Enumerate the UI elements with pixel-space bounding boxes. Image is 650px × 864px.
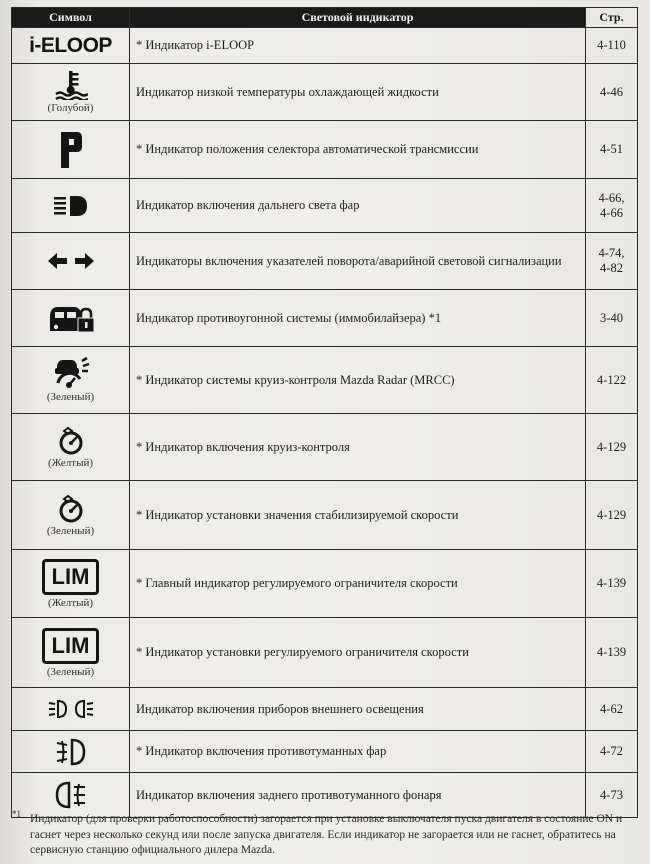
color-label: (Голубой) xyxy=(47,102,94,114)
page-ref: 4-66, 4-66 xyxy=(586,179,638,233)
indicator-description: * Индикатор установки значения стабилизируемой скорости xyxy=(130,481,586,550)
immobilizer-icon xyxy=(12,303,129,333)
indicator-description: * Индикатор i-ELOOP xyxy=(130,28,586,64)
table-row xyxy=(12,688,638,731)
indicator-table xyxy=(11,7,638,818)
cruise-set-icon xyxy=(12,493,129,523)
park-selector-icon xyxy=(12,130,129,170)
indicator-description: Индикатор противоугонной системы (иммобилайзера) *1 xyxy=(130,290,586,347)
color-label: (Желтый) xyxy=(47,596,94,609)
indicator-description: Индикатор низкой температуры охлаждающей жидкости xyxy=(130,64,586,121)
high-beam-icon xyxy=(12,195,129,217)
header-page: Стр. xyxy=(586,8,638,28)
table-row xyxy=(12,731,638,773)
indicator-description: * Индикатор установки регулируемого ограничителя скорости xyxy=(130,618,586,688)
page-ref: 4-46 xyxy=(586,64,638,121)
color-label: (Зеленый) xyxy=(46,391,95,403)
rear-fog-icon xyxy=(12,781,129,809)
table-row xyxy=(12,347,638,414)
lim-set-icon: LIM xyxy=(42,628,100,664)
indicator-description: Индикатор включения приборов внешнего освещения xyxy=(130,688,586,731)
table-row xyxy=(12,179,638,233)
table-row xyxy=(12,290,638,347)
color-label: (Желтый) xyxy=(47,457,94,469)
page-ref: 4-129 xyxy=(586,414,638,481)
exterior-lights-icon xyxy=(12,699,129,719)
header-indicator: Световой индикатор xyxy=(130,8,586,28)
turn-signal-icon xyxy=(12,252,129,270)
indicator-description: Индикатор включения заднего противотуманного фонаря xyxy=(130,773,586,818)
page-ref: 4-129 xyxy=(586,481,638,550)
color-label: (Зеленый) xyxy=(46,665,95,678)
header-symbol: Символ xyxy=(12,8,130,28)
table-row xyxy=(12,121,638,179)
indicator-description: * Индикатор включения круиз-контроля xyxy=(130,414,586,481)
front-fog-icon xyxy=(12,738,129,766)
page-ref: 4-139 xyxy=(586,618,638,688)
table-row xyxy=(12,773,638,818)
table-row xyxy=(12,233,638,290)
indicator-description: Индикатор включения дальнего света фар xyxy=(130,179,586,233)
table-row xyxy=(12,28,638,64)
footnote-text: Индикатор (для проверки работоспособности) загорается при установке выключателя пуска двигателя в состояние ON и гаснет через несколько секунд или после запуска двигателя. Если индикатор не загорается или не гаснет, обратитесь на сервисную станцию официального дилера Mazda. xyxy=(30,813,623,857)
page-ref: 4-139 xyxy=(586,550,638,618)
footnote-mark: *1 xyxy=(12,809,21,819)
indicator-description: * Главный индикатор регулируемого ограничителя скорости xyxy=(130,550,586,618)
page-ref: 4-122 xyxy=(586,347,638,414)
lim-main-icon: LIM xyxy=(42,559,100,595)
low-coolant-temperature-icon xyxy=(12,70,129,100)
indicator-description: * Индикатор системы круиз-контроля Mazda Radar (MRCC) xyxy=(130,347,586,414)
table-row xyxy=(12,64,638,121)
table-row xyxy=(12,414,638,481)
page-ref: 4-110 xyxy=(586,28,638,64)
footnote xyxy=(12,809,638,859)
table-row xyxy=(12,618,638,688)
page-ref: 4-62 xyxy=(586,688,638,731)
cruise-control-icon xyxy=(12,425,129,455)
page-ref: 4-73 xyxy=(586,773,638,818)
indicator-description: * Индикатор включения противотуманных фар xyxy=(130,731,586,773)
table-row xyxy=(12,481,638,550)
i-eloop-icon: i-ELOOP xyxy=(29,33,112,57)
color-label: (Зеленый) xyxy=(46,525,95,537)
page-ref: 3-40 xyxy=(586,290,638,347)
table-row xyxy=(12,550,638,618)
page-ref: 4-51 xyxy=(586,121,638,179)
radar-cruise-icon xyxy=(12,357,129,389)
indicator-description: * Индикатор положения селектора автоматической трансмиссии xyxy=(130,121,586,179)
page-ref: 4-74, 4-82 xyxy=(586,233,638,290)
table-header-row xyxy=(12,8,638,28)
indicator-description: Индикаторы включения указателей поворота/аварийной световой сигнализации xyxy=(130,233,586,290)
page-ref: 4-72 xyxy=(586,731,638,773)
